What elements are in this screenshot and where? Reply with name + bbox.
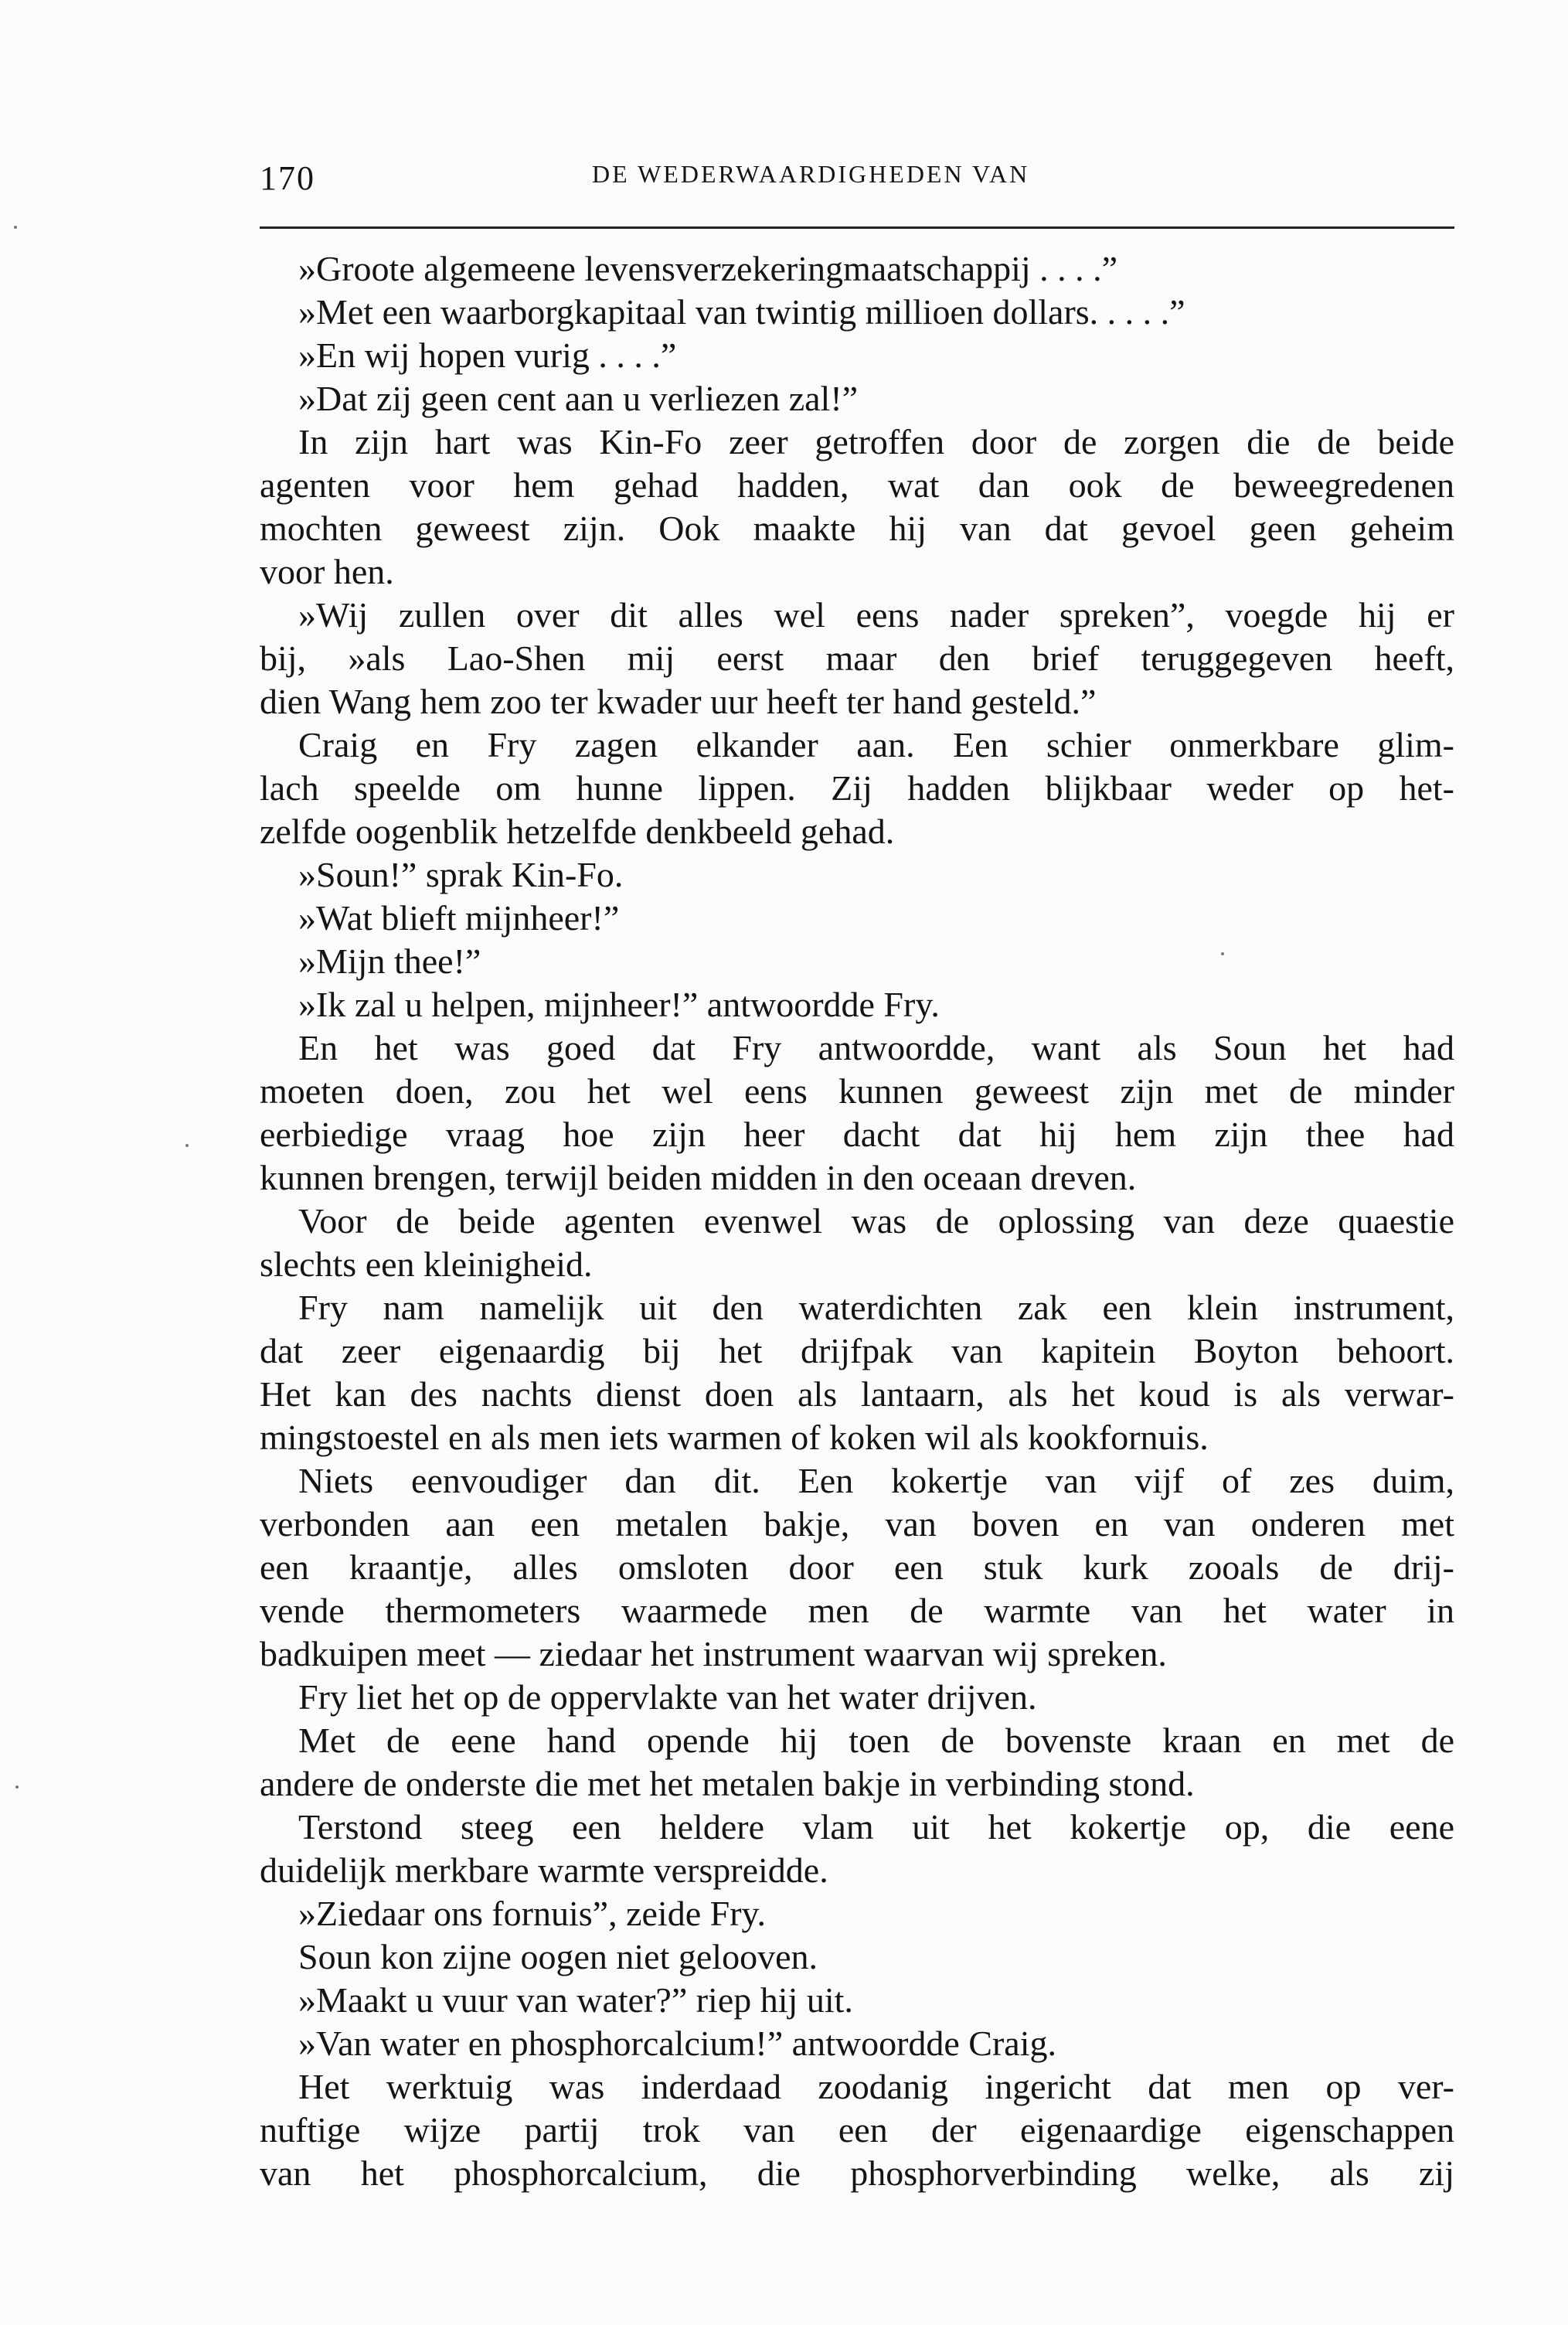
- text-line: »Van water en phosphorcalcium!” antwoordde Craig.: [298, 2024, 1057, 2063]
- paper-speck: [15, 1785, 19, 1789]
- text-line: »Soun!” sprak Kin-Fo.: [298, 855, 624, 894]
- text-line: badkuipen meet — ziedaar het instrument waarvan wij spreken.: [260, 1634, 1167, 1673]
- paper-speck: [185, 1144, 189, 1147]
- page-number: 170: [260, 159, 315, 197]
- paper-speck: [1221, 952, 1224, 955]
- text-line: »Ziedaar ons fornuis”, zeide Fry.: [298, 1894, 767, 1933]
- text-line: Het werktuig was inderdaad zoodanig ingericht dat men op ver-: [298, 2067, 1454, 2106]
- text-line: Het kan des nachts dienst doen als lantaarn, als het koud is als verwar-: [260, 1374, 1454, 1414]
- text-line: En het was goed dat Fry antwoordde, want als Soun het had: [298, 1028, 1454, 1067]
- text-line: Terstond steeg een heldere vlam uit het kokertje op, die eene: [298, 1807, 1454, 1847]
- text-line: moeten doen, zou het wel eens kunnen geweest zijn met de minder: [260, 1071, 1454, 1111]
- text-line: andere de onderste die met het metalen bakje in verbinding stond.: [260, 1764, 1195, 1803]
- text-line: duidelijk merkbare warmte verspreidde.: [260, 1850, 828, 1890]
- header-rule: [260, 226, 1454, 229]
- text-line: lach speelde om hunne lippen. Zij hadden blijkbaar weder op het-: [260, 768, 1454, 808]
- text-line: agenten voor hem gehad hadden, wat dan ook de beweegredenen: [260, 465, 1454, 505]
- text-line: nuftige wijze partij trok van een der eigenaardige eigenschappen: [260, 2110, 1454, 2150]
- text-line: »En wij hopen vurig . . . .”: [298, 335, 677, 375]
- text-line: kunnen brengen, terwijl beiden midden in den oceaan dreven.: [260, 1158, 1137, 1197]
- text-line: In zijn hart was Kin-Fo zeer getroffen door de zorgen die de beide: [298, 422, 1454, 461]
- text-line: »Dat zij geen cent aan u verliezen zal!”: [298, 379, 859, 418]
- text-line: bij, »als Lao-Shen mij eerst maar den brief teruggegeven heeft,: [260, 638, 1454, 678]
- text-line: Craig en Fry zagen elkander aan. Een schier onmerkbare glim-: [298, 725, 1454, 764]
- text-line: eerbiedige vraag hoe zijn heer dacht dat hij hem zijn thee had: [260, 1115, 1454, 1154]
- text-line: Fry nam namelijk uit den waterdichten zak een klein instrument,: [298, 1288, 1454, 1327]
- text-line: verbonden aan een metalen bakje, van boven en van onderen met: [260, 1504, 1454, 1544]
- text-line: een kraantje, alles omsloten door een stuk kurk zooals de drij-: [260, 1547, 1454, 1587]
- text-line: »Wij zullen over dit alles wel eens nader spreken”, voegde hij er: [298, 595, 1454, 635]
- text-line: »Wat blieft mijnheer!”: [298, 898, 620, 938]
- text-line: »Groote algemeene levensverzekeringmaatschappij . . . .”: [298, 249, 1118, 288]
- text-line: »Met een waarborgkapitaal van twintig millioen dollars. . . . .”: [298, 292, 1185, 332]
- text-line: vende thermometers waarmede men de warmte van het water in: [260, 1591, 1454, 1630]
- text-line: »Ik zal u helpen, mijnheer!” antwoordde Fry.: [298, 985, 940, 1024]
- page-header: [260, 158, 1454, 205]
- text-line: slechts een kleinigheid.: [260, 1244, 593, 1284]
- running-title: DE WEDERWAARDIGHEDEN VAN: [592, 160, 1030, 188]
- text-line: mingstoestel en als men iets warmen of koken wil als kookfornuis.: [260, 1418, 1209, 1457]
- text-line: Niets eenvoudiger dan dit. Een kokertje van vijf of zes duim,: [298, 1461, 1454, 1500]
- text-line: dat zeer eigenaardig bij het drijfpak van kapitein Boyton behoort.: [260, 1331, 1454, 1370]
- text-line: Met de eene hand opende hij toen de bovenste kraan en met de: [298, 1721, 1454, 1760]
- text-line: voor hen.: [260, 552, 394, 591]
- text-line: »Maakt u vuur van water?” riep hij uit.: [298, 1980, 853, 2020]
- text-line: van het phosphorcalcium, die phosphorverbinding welke, als zij: [260, 2153, 1454, 2193]
- text-line: dien Wang hem zoo ter kwader uur heeft ter hand gesteld.”: [260, 682, 1097, 721]
- text-line: Voor de beide agenten evenwel was de oplossing van deze quaestie: [298, 1201, 1454, 1241]
- text-line: Fry liet het op de oppervlakte van het water drijven.: [298, 1677, 1037, 1717]
- text-line: »Mijn thee!”: [298, 941, 481, 981]
- paper-speck: [14, 226, 17, 229]
- body-text: [260, 247, 1454, 2195]
- text-line: zelfde oogenblik hetzelfde denkbeeld gehad.: [260, 812, 895, 851]
- text-line: Soun kon zijne oogen niet gelooven.: [298, 1937, 818, 1976]
- text-line: mochten geweest zijn. Ook maakte hij van dat gevoel geen geheim: [260, 509, 1454, 548]
